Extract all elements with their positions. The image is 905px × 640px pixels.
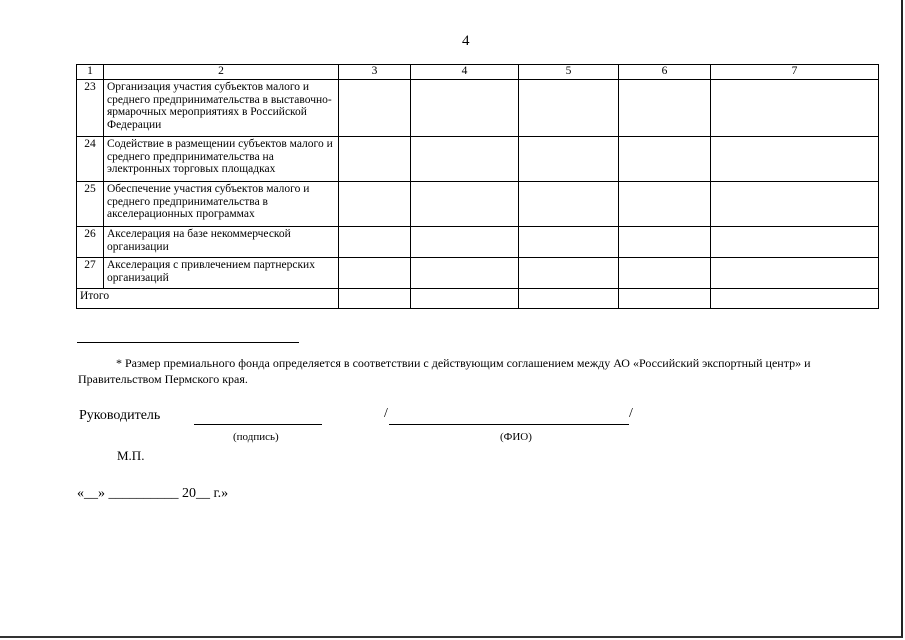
value-cell <box>519 137 619 182</box>
column-header: 6 <box>619 65 711 80</box>
signature-label: Руководитель <box>79 408 161 423</box>
value-cell <box>711 137 879 182</box>
row-name: Содействие в размещении субъектов малого и среднего предпринимательства на электронных торговых площадках <box>104 137 339 182</box>
value-cell <box>619 227 711 258</box>
value-cell <box>519 182 619 227</box>
value-cell <box>711 227 879 258</box>
table-row <box>77 80 879 137</box>
value-cell <box>411 289 519 309</box>
value-cell <box>339 227 411 258</box>
page-number: 4 <box>462 33 470 49</box>
table-row <box>77 227 879 258</box>
value-cell <box>339 137 411 182</box>
value-cell <box>339 80 411 137</box>
total-label: Итого <box>77 289 339 309</box>
value-cell <box>411 80 519 137</box>
footnote-separator <box>77 342 299 343</box>
row-name: Акселерация на базе некоммерческой организации <box>104 227 339 258</box>
value-cell <box>339 289 411 309</box>
column-header: 4 <box>411 65 519 80</box>
signature-caption: (подпись) <box>233 431 279 443</box>
row-number: 23 <box>77 80 104 137</box>
name-caption: (ФИО) <box>500 431 532 443</box>
row-name: Обеспечение участия субъектов малого и среднего предпринимательства в акселерационных программах <box>104 182 339 227</box>
signature-line <box>194 424 322 425</box>
value-cell <box>711 182 879 227</box>
total-row <box>77 289 879 309</box>
value-cell <box>619 80 711 137</box>
value-cell <box>411 258 519 289</box>
name-line <box>389 424 629 425</box>
table-row <box>77 182 879 227</box>
value-cell <box>711 258 879 289</box>
value-cell <box>619 289 711 309</box>
name-slash-right: / <box>629 406 633 421</box>
value-cell <box>411 227 519 258</box>
column-header: 7 <box>711 65 879 80</box>
value-cell <box>411 137 519 182</box>
report-table <box>76 64 879 309</box>
value-cell <box>711 80 879 137</box>
row-number: 24 <box>77 137 104 182</box>
value-cell <box>619 258 711 289</box>
table-row <box>77 258 879 289</box>
value-cell <box>519 258 619 289</box>
row-number: 26 <box>77 227 104 258</box>
name-slash-left: / <box>384 406 388 421</box>
row-number: 27 <box>77 258 104 289</box>
value-cell <box>519 227 619 258</box>
stamp-placeholder: М.П. <box>117 448 145 463</box>
footnote <box>78 355 878 387</box>
table-row <box>77 137 879 182</box>
table-header-row <box>77 65 879 80</box>
value-cell <box>619 182 711 227</box>
row-number: 25 <box>77 182 104 227</box>
column-header: 3 <box>339 65 411 80</box>
value-cell <box>519 289 619 309</box>
date-line: «__» __________ 20__ г.» <box>77 486 229 501</box>
footnote-text: * Размер премиального фонда определяется в соответствии с действующим соглашением между АО «Российский экспортный центр» и Правительством Пермского края. <box>78 356 811 386</box>
value-cell <box>711 289 879 309</box>
value-cell <box>519 80 619 137</box>
column-header: 1 <box>77 65 104 80</box>
value-cell <box>411 182 519 227</box>
column-header: 2 <box>104 65 339 80</box>
row-name: Акселерация с привлечением партнерских организаций <box>104 258 339 289</box>
column-header: 5 <box>519 65 619 80</box>
value-cell <box>619 137 711 182</box>
row-name: Организация участия субъектов малого и среднего предпринимательства в выставочно-ярмарочных мероприятиях в Российской Федерации <box>104 80 339 137</box>
value-cell <box>339 182 411 227</box>
value-cell <box>339 258 411 289</box>
